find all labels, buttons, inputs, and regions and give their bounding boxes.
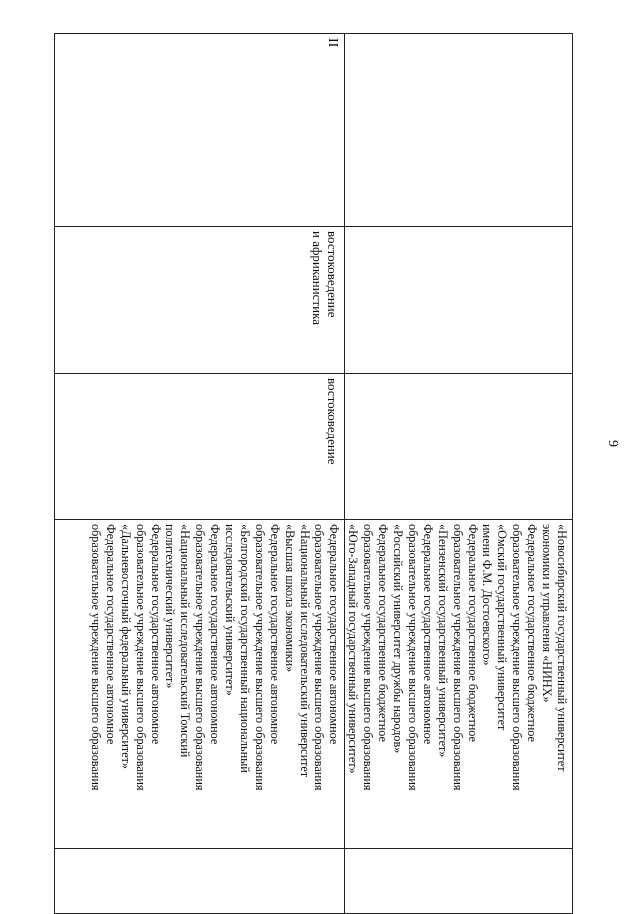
organization-line: Федеральное государственное автономное xyxy=(208,524,223,745)
organization-line: исследовательский университет» xyxy=(223,524,238,696)
table-row xyxy=(55,34,345,914)
organization-line: Федеральное государственное автономное xyxy=(327,524,342,745)
organization-line: Федеральное государственное бюджетное xyxy=(376,524,391,742)
empty-cell xyxy=(345,227,573,374)
table-row xyxy=(345,34,573,914)
organization-line: Федеральное государственное бюджетное xyxy=(465,524,480,742)
organization-line: экономики и управления «НИНХ» xyxy=(540,524,555,703)
organization-line: Федеральное государственное бюджетное xyxy=(525,524,540,742)
organization-line: политехнический университет» xyxy=(163,524,178,689)
profile-cell xyxy=(55,227,345,374)
profile-line: востоковедение xyxy=(325,231,341,318)
organization-line: Федеральное государственное автономное xyxy=(148,524,163,745)
organization-line: «Национальный исследовательский университет xyxy=(297,524,312,778)
organization-line: «Новосибирский государственный университет xyxy=(555,524,569,772)
organization-line: «Национальный исследовательский Томский xyxy=(178,524,193,758)
organization-line: Федеральное государственное автономное xyxy=(103,524,118,745)
olympiad-table xyxy=(54,33,573,914)
organization-line: образовательное учреждение высшего образования xyxy=(133,524,148,791)
organization-line: Федеральное государственное автономное xyxy=(420,524,435,745)
organization-line: «Омский государственный университет xyxy=(495,524,510,731)
empty-cell xyxy=(55,849,345,914)
organization-line: «Российский университет дружбы народов» xyxy=(391,524,406,754)
organization-line: образовательное учреждение высшего образования xyxy=(405,524,420,791)
level-cell: II xyxy=(55,34,345,227)
organization-line: образовательное учреждение высшего образования xyxy=(193,524,208,791)
empty-cell xyxy=(345,34,573,227)
organization-line: Федеральное государственное автономное xyxy=(267,524,282,745)
organizations-cell xyxy=(55,520,345,849)
organization-line: образовательное учреждение высшего образования xyxy=(450,524,465,791)
rotated-table-container xyxy=(58,33,573,875)
subject-cell: востоковедение xyxy=(55,374,345,520)
organization-line: имени Ф.М. Достоевского» xyxy=(480,524,495,666)
organization-line: образовательное учреждение высшего образования xyxy=(252,524,267,791)
organization-line: «Дальневосточный федеральный университет» xyxy=(118,524,133,770)
organization-line: «Юго-Западный государственный университет» xyxy=(346,524,361,774)
organization-line: образовательное учреждение высшего образования xyxy=(88,524,103,791)
organization-line: «Высшая школа экономики» xyxy=(282,524,297,673)
profile-line: и африканистика xyxy=(310,231,326,325)
organization-line: «Пензенский государственный университет» xyxy=(435,524,450,758)
organizations-cell xyxy=(345,520,573,849)
empty-cell xyxy=(345,849,573,914)
empty-cell xyxy=(345,374,573,520)
page-number: 9 xyxy=(605,440,620,447)
organization-line: образовательное учреждение высшего образования xyxy=(312,524,327,791)
organization-line: образовательное учреждение высшего образования xyxy=(361,524,376,791)
organization-line: «Белгородский государственный национальный xyxy=(237,524,252,773)
organization-line: образовательное учреждение высшего образования xyxy=(510,524,525,791)
